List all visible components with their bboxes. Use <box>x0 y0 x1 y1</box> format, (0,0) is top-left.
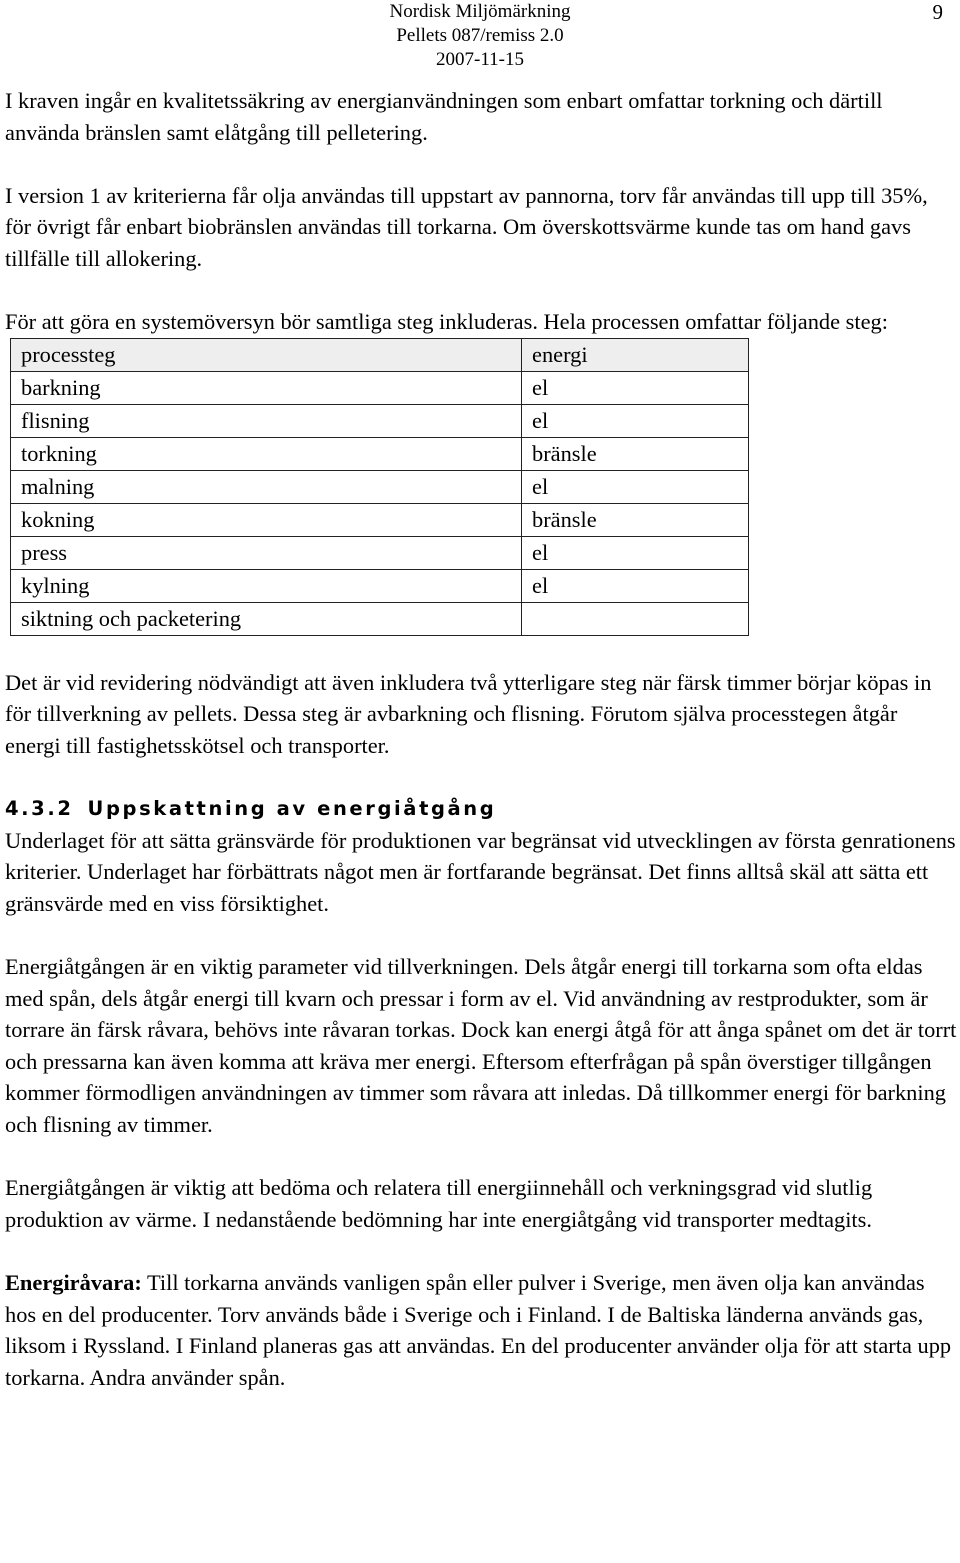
table-cell-energy: el <box>522 371 749 404</box>
table-cell-energy <box>522 602 749 635</box>
table-row <box>11 536 749 569</box>
paragraph-quality-assurance: I kraven ingår en kvalitetssäkring av energianvändningen som enbart omfattar torkning och därtill använda bränslen samt elåtgång till pelletering. <box>5 88 883 145</box>
table-cell-energy: el <box>522 536 749 569</box>
table-row <box>11 602 749 635</box>
page-number: 9 <box>932 0 943 24</box>
table-cell-step: siktning och packetering <box>11 602 522 635</box>
header-date: 2007-11-15 <box>436 49 524 70</box>
header-block <box>385 0 575 72</box>
paragraph-lead: Energiråvara: <box>5 1270 142 1296</box>
table-header-cell: energi <box>522 338 749 371</box>
section-title: Uppskattning av energiåtgång <box>87 797 497 821</box>
section-number: 4.3.2 <box>5 797 74 821</box>
table-cell-step: flisning <box>11 404 522 437</box>
paragraph-version-1: I version 1 av kriterierna får olja användas till uppstart av pannorna, torv får användas till upp till 35%, för övrigt får enbart biobränslen användas till torkarna. Om överskottsvärme kunde tas om hand gavs tillfälle till allokering. <box>5 182 928 271</box>
header-org: Nordisk Miljömärkning <box>389 1 571 22</box>
table-cell-energy: el <box>522 470 749 503</box>
header-doc: Pellets 087/remiss 2.0 <box>396 25 564 46</box>
section-heading <box>5 793 957 825</box>
paragraph-energy-raw-material <box>5 1267 957 1393</box>
table-cell-step: malning <box>11 470 522 503</box>
table-row <box>11 569 749 602</box>
paragraph-limit-basis: Underlaget för att sätta gränsvärde för produktionen var begränsat vid utvecklingen av första genrationens kriterier. Underlaget har förbättrats något men är fortfarande begränsat. Det finns alltså skäl att sätta ett gränsvärde med en viss försiktighet. <box>5 827 956 916</box>
table-row <box>11 437 749 470</box>
table-cell-energy: el <box>522 404 749 437</box>
table-cell-step: kylning <box>11 569 522 602</box>
paragraph-text: Till torkarna används vanligen spån eller pulver i Sverige, men även olja kan användas hos en del producenter. Torv används både i Sverige och i Finland. I de Baltiska länderna används gas, liksom i Ryssland. I Finland planeras gas att användas. En del producenter använder olja för att starta upp torkarna. Andra använder spån. <box>5 1270 952 1390</box>
table-cell-energy: bränsle <box>522 503 749 536</box>
table-row <box>11 404 749 437</box>
paragraph-revision-steps: Det är vid revidering nödvändigt att även inkludera två ytterligare steg när färsk timmer börjar köpas in för tillverkning av pellets. Dessa steg är avbarkning och flisning. Förutom själva processtegen åtgår energi till fastighetsskötsel och transporter. <box>5 669 932 758</box>
table-cell-energy: bränsle <box>522 437 749 470</box>
table-cell-step: press <box>11 536 522 569</box>
table-cell-step: barkning <box>11 371 522 404</box>
table-header-row <box>11 338 749 371</box>
table-row <box>11 470 749 503</box>
process-steps-table <box>10 338 749 636</box>
document-body <box>5 85 957 1425</box>
table-header-cell: processteg <box>11 338 522 371</box>
table-cell-energy: el <box>522 569 749 602</box>
paragraph-energy-assessment: Energiåtgången är viktig att bedöma och relatera till energiinnehåll och verkningsgrad vid slutlig produktion av värme. I nedanstående bedömning har inte energiåtgång vid transporter medtagits. <box>5 1175 873 1232</box>
table-row <box>11 503 749 536</box>
paragraph-energy-parameter: Energiåtgången är en viktig parameter vid tillverkningen. Dels åtgår energi till torkarna som ofta eldas med spån, dels åtgår energi till kvarn och pressar i form av el. Vid användning av restprodukter, som är torrare än färsk råvara, behövs inte råvaran torkas. Dock kan energi åtgå för att ånga spånet om det är torrt och pressarna kan även komma att kräva mer energi. Eftersom efterfrågan på spån överstiger tillgången kommer förmodligen användningen av timmer som råvara att inledas. Då tillkommer energi för barkning och flisning av timmer. <box>5 954 957 1138</box>
table-row <box>11 371 749 404</box>
paragraph-system-overview: För att göra en systemöversyn bör samtliga steg inkluderas. Hela processen omfattar följande steg: <box>5 309 888 335</box>
table-cell-step: kokning <box>11 503 522 536</box>
table-cell-step: torkning <box>11 437 522 470</box>
